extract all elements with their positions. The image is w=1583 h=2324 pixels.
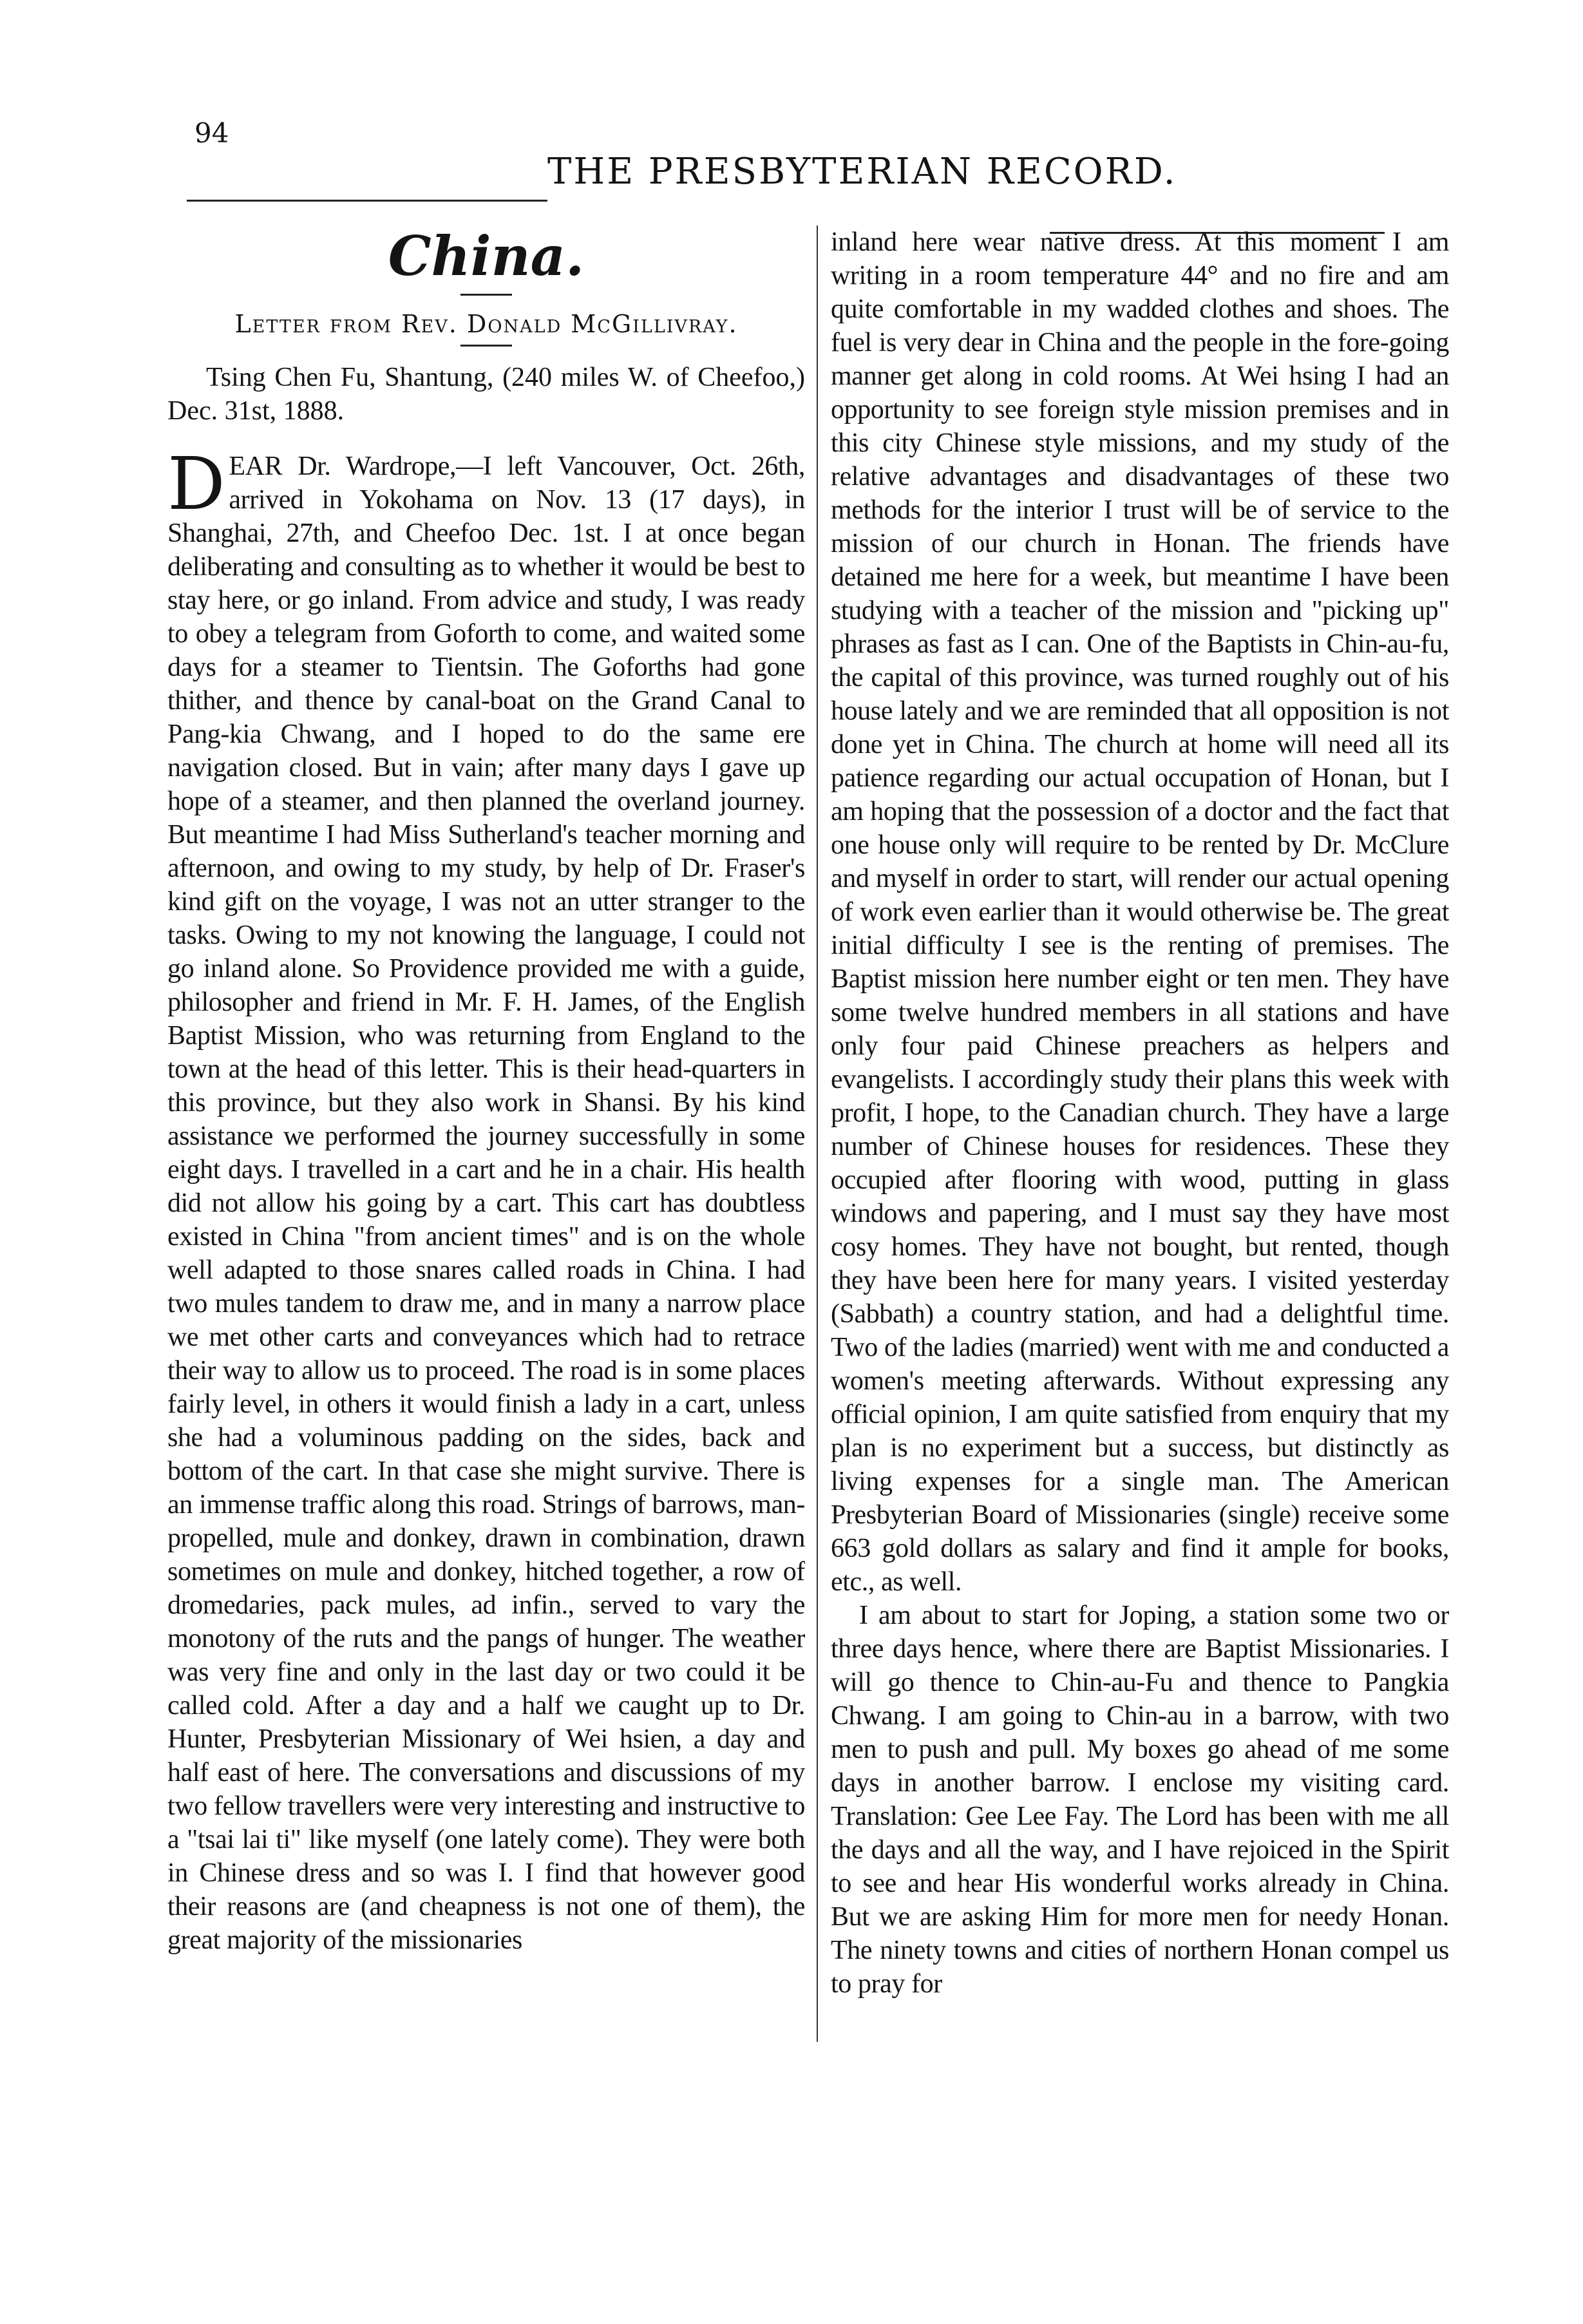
- letter-paragraph-1: [167, 443, 805, 1957]
- page-number: 94: [194, 117, 229, 149]
- left-column: [167, 225, 805, 2190]
- title-rule: [460, 294, 512, 296]
- page-header: [187, 103, 1385, 200]
- letter-paragraph-1-continued: inland here wear native dress. At this moment I am writing in a room temperature 44° and no fire and am quite comfortable in my wadded clothes and shoes. The fuel is very dear in China and the people in the fore-going manner get along in cold rooms. At Wei hsing I had an opportunity to see foreign style mission premises and in this city Chinese style missions, and my study of the relative advantages and disadvantages of these two methods for the interior I trust will be of service to the mission of our church in Honan. The friends have detained me here for a week, but meantime I have been studying with a teacher of the mission and "picking up" phrases as fast as I can. One of the Baptists in Chin-au-fu, the capital of this province, was turned roughly out of his house lately and we are reminded that all opposition is not done yet in China. The church at home will need all its patience regarding our actual occupation of Honan, but I am hoping that the possession of a doctor and the fact that one house only will require to be rented by Dr. McClure and myself in order to start, will render our actual opening of work even earlier than it would otherwise be. The great initial difficulty I see is the renting of premises. The Baptist mission here number eight or ten men. They have some twelve hundred members in all stations and have only four paid Chinese preachers as helpers and evangelists. I accordingly study their plans this week with profit, I hope, to the Canadian church. They have a large number of Chinese houses for residences. These they occupied after flooring with wood, putting in glass windows and papering, and I must say they have most cosy homes. They have not bought, but rented, though they have been here for many years. I visited yesterday (Sabbath) a country station, and had a delightful time. Two of the ladies (married) went with me and conducted a women's meeting afterwards. Without expressing any official opinion, I am quite satisfied from enquiry that my plan is no experiment but a success, but distinctly as living expenses for a single man. The American Presbyterian Board of Missionaries (single) receive some 663 gold dollars as salary and find it ample for books, etc., as well.: [831, 227, 1449, 1597]
- header-rule-left: [187, 200, 547, 202]
- dateline: Tsing Chen Fu, Shantung, (240 miles W. of Cheefoo,) Dec. 31st, 1888.: [167, 363, 805, 426]
- running-title: THE PRESBYTERIAN RECORD.: [547, 151, 1177, 193]
- letter-paragraph-2: I am about to start for Joping, a station some two or three days hence, where there are Baptist Missionaries. I will go thence to Chin-au-Fu and thence to Pangkia Chwang. I am going to Chin-au in a barrow, with two men to push and pull. My boxes go ahead of me some days in another barrow. I enclose my visiting card. Translation: Gee Lee Fay. The Lord has been with me all the days and all the way, and I have rejoiced in the Spirit to see and hear His wonderful works already in China. But we are asking Him for more men for needy Honan. The ninety towns and cities of northern Honan compel us to pray for: [831, 1601, 1449, 1999]
- letter-source: Letter from Rev. Donald McGillivray.: [234, 310, 738, 338]
- drop-cap: D: [167, 443, 225, 526]
- letter-paragraph-1-text: EAR Dr. Wardrope,—I left Vancouver, Oct. 26th, arrived in Yokohama on Nov. 13 (17 days), in Shanghai, 27th, and Cheefoo Dec. 1st. I at once began deliberating and consulting as to whether it would be best to stay here, or go inland. From advice and study, I was ready to obey a telegram from Goforth to come, and waited some days for a steamer to Tientsin. The Goforths had gone thither, and thence by canal-boat on the Grand Canal to Pang-kia Chwang, and I hoped to do the same ere navigation closed. But in vain; after many days I gave up hope of a steamer, and then planned the overland journey. But meantime I had Miss Sutherland's teacher morning and afternoon, and owing to my study, by help of Dr. Fraser's kind gift on the voyage, I was not an utter stranger to the tasks. Owing to my not knowing the language, I could not go inland alone. So Providence provided me with a guide, philosopher and friend in Mr. F. H. James, of the English Baptist Mission, who was returning from England to the town at the head of this letter. This is their head-quarters in this province, but they also work in Shansi. By his kind assistance we performed the journey successfully in some eight days. I travelled in a cart and he in a chair. His health did not allow his going by a cart. This cart has doubtless existed in China "from ancient times" and is on the whole well adapted to those snares called roads in China. I had two mules tandem to draw me, and in many a narrow place we met other carts and conveyances which had to retrace their way to allow us to proceed. The road is in some places fairly level, in others it would finish a lady in a cart, unless she had a voluminous padding on the sides, back and bottom of the cart. In that case she might survive. There is an immense traffic along this road. Strings of barrows, man-propelled, mule and donkey, drawn in combination, drawn sometimes on mule and donkey, hitched together, a row of dromedaries, pack mules, ad infin., served to vary the monotony of the ruts and the pangs of hunger. The weather was very fine and only in the last day or two could it be called cold. After a day and a half we caught up to Dr. Hunter, Presbyterian Missionary of Wei hsien, a day and half east of here. The conversations and discussions of my two fellow travellers were very interesting and instructive to a "tsai lai ti" like myself (one lately come). They were both in Chinese dress and so was I. I find that however good their reasons are (and cheapness is not one of them), the great majority of the missionaries: [167, 452, 805, 1955]
- source-rule: [460, 345, 512, 347]
- column-divider: [817, 225, 818, 2042]
- section-title: China.: [388, 225, 585, 288]
- right-column: [831, 225, 1449, 2190]
